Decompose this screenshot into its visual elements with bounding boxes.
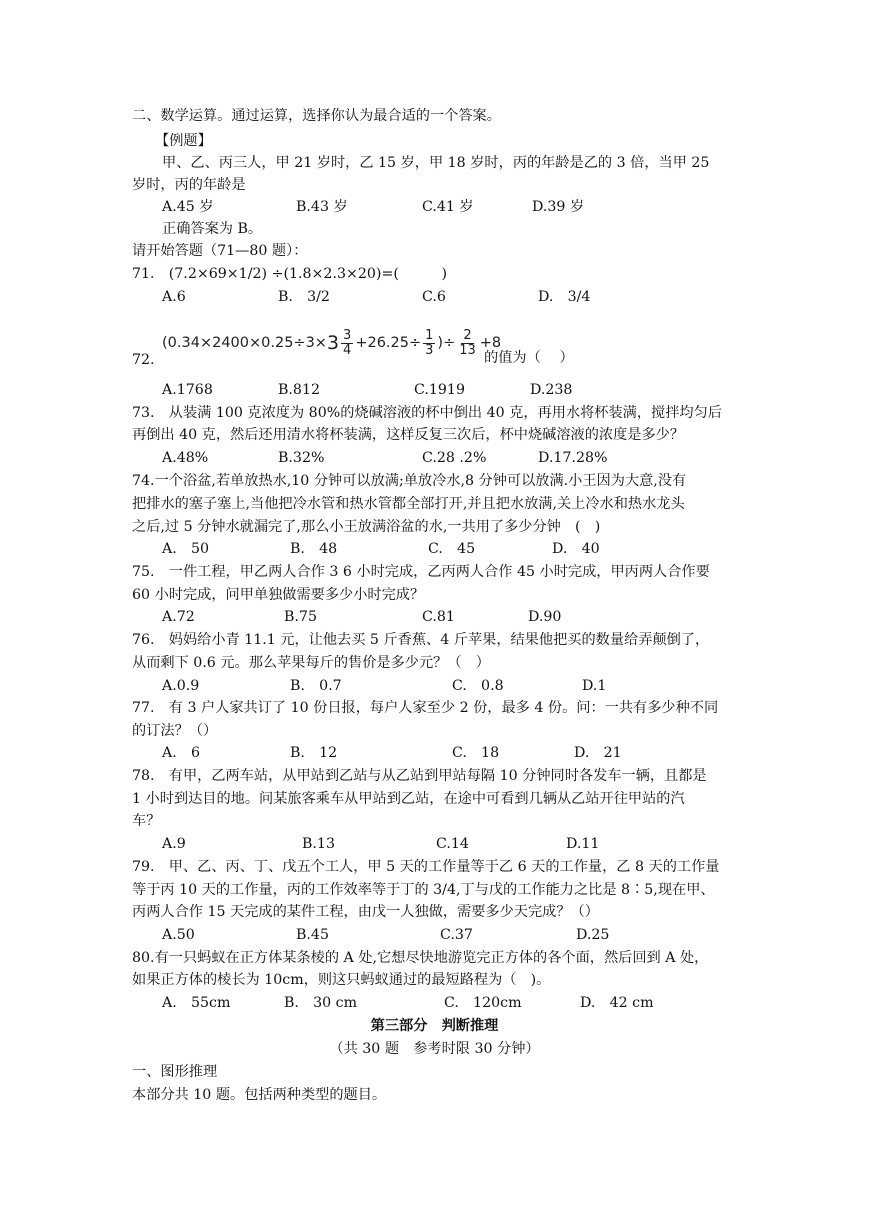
fraction [423, 329, 435, 358]
question-73-cont: 再倒出 40 克，然后还用清水将杯装满，这样反复三次后，杯中烧碱溶液的浓度是多少？ [132, 427, 685, 443]
question-72-formula [162, 325, 501, 361]
example-answer: 正确答案为 B。 [162, 221, 263, 237]
question-74-options [0, 539, 869, 559]
question-79-options [0, 925, 869, 945]
question-71: 71. (7.2×69×1/2) ÷(1.8×2.3×20)=( ) [132, 266, 447, 282]
example-text-line: 甲、乙、丙三人，甲 21 岁时，乙 15 岁，甲 18 岁时，丙的年龄是乙的 3 倍，当甲 25 [162, 155, 710, 171]
option-d: D.90 [528, 609, 562, 625]
option-d: D. 3/4 [538, 289, 591, 305]
question-78: 78. 有甲，乙两车站，从甲站到乙站与从乙站到甲站每隔 10 分钟同时各发车一辆，且都是 [132, 768, 707, 784]
fraction-numerator: 1 [425, 327, 434, 343]
option-b: B. 0.7 [290, 678, 342, 694]
option-c: C. 0.8 [452, 678, 504, 694]
option-a: A. 6 [162, 745, 200, 761]
question-75: 75. 一件工程，甲乙两人合作 3 6 小时完成，乙丙两人合作 45 小时完成，甲丙两人合作要 [132, 564, 710, 580]
option-d: D.25 [576, 927, 610, 943]
fraction [341, 329, 353, 358]
option-a: A.1768 [162, 382, 213, 398]
option-a: A.6 [162, 289, 186, 305]
start-instruction: 请开始答题（71—80 题）： [132, 243, 308, 259]
fraction-denominator: 13 [459, 342, 476, 358]
option-c: C.28 .2% [422, 450, 487, 466]
question-73: 73. 从装满 100 克浓度为 80%的烧碱溶液的杯中倒出 40 克，再用水将杯装满，搅拌均匀后 [132, 405, 722, 421]
example-text-line: 岁时，丙的年龄是 [132, 177, 246, 193]
question-77-cont: 的订法？（） [132, 723, 218, 739]
question-78-cont: 1 小时到达目的地。问某旅客乘车从甲站到乙站，在途中可看到几辆从乙站开往甲站的汽 [132, 791, 685, 807]
formula-part: (0.34×2400×0.25÷3× [162, 335, 327, 351]
question-79: 79. 甲、乙、丙、丁、戊五个工人，甲 5 天的工作量等于乙 6 天的工作量，乙 8 天的工作量 [132, 859, 720, 875]
option-d: D.39 岁 [532, 199, 585, 215]
section-heading: 二、数学运算。通过运算，选择你认为最合适的一个答案。 [132, 108, 501, 124]
option-b: B. 3/2 [278, 289, 330, 305]
part3-title: 第三部分 判断推理 [370, 1018, 499, 1034]
question-76-cont: 从而剩下 0.6 元。那么苹果每斤的售价是多少元？（ ） [132, 655, 490, 671]
option-a: A.45 岁 [162, 199, 214, 215]
option-c: C.41 岁 [422, 199, 474, 215]
option-c: C. 18 [452, 745, 500, 761]
fraction-denominator: 3 [425, 342, 434, 358]
option-b: B.13 [302, 836, 335, 852]
question-76-options [0, 676, 869, 696]
question-72-suffix: 的值为（ ） [484, 350, 574, 366]
option-c: C.6 [422, 289, 446, 305]
option-d: D. 40 [552, 541, 600, 557]
formula-part: +26.25÷ [355, 335, 422, 351]
fraction-denominator: 4 [343, 342, 352, 358]
option-a: A. 50 [162, 541, 209, 557]
option-a: A.50 [162, 927, 195, 943]
question-80-options [0, 993, 869, 1013]
option-c: C.1919 [414, 382, 465, 398]
option-b: B.75 [284, 609, 317, 625]
option-b: B.812 [278, 382, 321, 398]
option-a: A.72 [162, 609, 195, 625]
option-d: D.11 [566, 836, 600, 852]
option-a: A.48% [162, 450, 209, 466]
option-a: A.9 [162, 836, 186, 852]
option-b: B.43 岁 [296, 199, 348, 215]
formula-part: )÷ [437, 335, 456, 351]
option-b: B. 12 [290, 745, 338, 761]
question-78-cont: 车？ [132, 813, 161, 829]
part3-section-heading: 一、图形推理 [132, 1064, 218, 1080]
option-b: B.45 [296, 927, 329, 943]
question-77: 77. 有 3 户人家共订了 10 份日报，每户人家至少 2 份，最多 4 份。问：一共有多少种不同 [132, 700, 719, 716]
question-78-options [0, 834, 869, 854]
formula-mixed-whole: 3 [326, 332, 340, 354]
example-label: 【例题】 [155, 133, 212, 149]
question-76: 76. 妈妈给小青 11.1 元，让他去买 5 斤香蕉、4 斤苹果，结果他把买的数量给弄颠倒了， [132, 632, 710, 648]
question-72-options [0, 380, 869, 400]
option-c: C. 45 [428, 541, 476, 557]
option-b: B.32% [278, 450, 325, 466]
fraction-numerator: 3 [343, 327, 352, 343]
option-d: D.17.28% [538, 450, 608, 466]
option-c: C. 120cm [444, 995, 522, 1011]
fraction [457, 329, 478, 358]
option-d: D.1 [582, 678, 607, 694]
question-74-cont: 之后,过 5 分钟水就漏完了,那么小王放满浴盆的水,一共用了多少分钟 ( ) [132, 519, 601, 535]
question-71-options [0, 287, 869, 307]
question-75-options [0, 607, 869, 627]
question-77-options [0, 743, 869, 763]
option-b: B. 30 cm [284, 995, 358, 1011]
example-options [0, 197, 869, 217]
question-80: 80.有一只蚂蚁在正方体某条棱的 A 处,它想尽快地游览完正方体的各个面，然后回到 A 处， [132, 950, 709, 966]
option-b: B. 48 [290, 541, 338, 557]
part3-intro: 本部分共 10 题。包括两种类型的题目。 [132, 1087, 387, 1103]
option-d: D.238 [530, 382, 573, 398]
question-74: 74.一个浴盆,若单放热水,10 分钟可以放满;单放冷水,8 分钟可以放满.小王因为大意,没有 [132, 473, 687, 489]
option-d: D. 21 [574, 745, 622, 761]
question-74-cont: 把排水的塞子塞上,当他把冷水管和热水管都全部打开,并且把水放满,关上冷水和热水龙头 [132, 496, 685, 512]
question-79-cont: 丙两人合作 15 天完成的某件工程，由戊一人独做，需要多少天完成？（） [132, 904, 599, 920]
question-79-cont: 等于丙 10 天的工作量，丙的工作效率等于丁的 3/4,丁与戊的工作能力之比是 8∶5,现在甲、 [132, 882, 715, 898]
question-80-cont: 如果正方体的棱长为 10cm，则这只蚂蚁通过的最短路程为（ )。 [132, 972, 551, 988]
formula-part: +8 [479, 335, 502, 351]
option-c: C.81 [422, 609, 455, 625]
question-72-number: 72. [132, 352, 155, 368]
option-c: C.37 [440, 927, 473, 943]
fraction-numerator: 2 [463, 327, 472, 343]
question-75-cont: 60 小时完成，问甲单独做需要多少小时完成？ [132, 587, 425, 603]
option-a: A. 55cm [162, 995, 231, 1011]
part3-subtitle: （共 30 题 参考时限 30 分钟） [329, 1041, 540, 1057]
option-c: C.14 [436, 836, 469, 852]
option-a: A.0.9 [162, 678, 200, 694]
question-73-options [0, 448, 869, 468]
option-d: D. 42 cm [580, 995, 654, 1011]
